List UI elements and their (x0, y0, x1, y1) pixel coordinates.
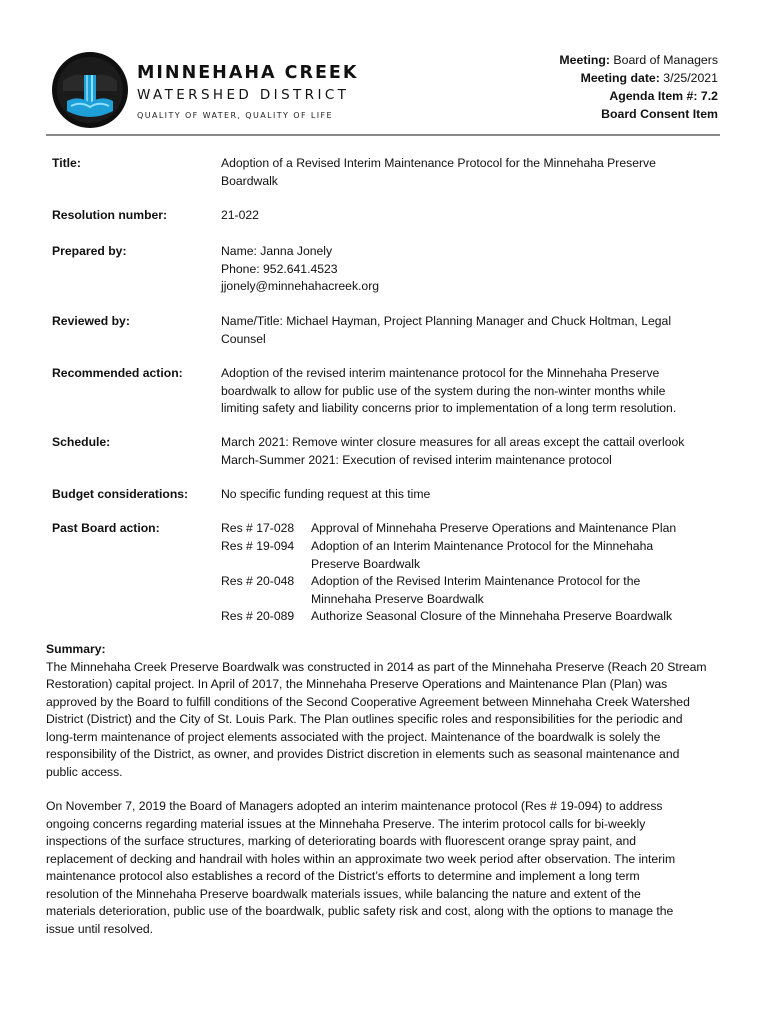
resolution-label: Resolution number: (52, 208, 168, 222)
meeting-label: Meeting: (559, 53, 610, 67)
consent-line (559, 105, 718, 123)
agenda-label: Agenda Item #: (609, 89, 698, 103)
resolution-description-line: Adoption of an Interim Maintenance Protocol for the Minnehaha (311, 539, 654, 553)
budget-value: No specific funding request at this time (221, 487, 431, 501)
summary-line: resolution of the Minnehaha Preserve boardwalk materials issues, while balancing the nature and extent of the (46, 886, 641, 901)
summary-line: long-term maintenance of project elements associated with the project. Maintenance of the boardwalk is solely the (46, 729, 661, 744)
resolution-description (311, 573, 711, 608)
resolution-value: 21-022 (221, 208, 259, 222)
prepared-value (221, 243, 721, 296)
resolution-code: Res # 17-028 (221, 521, 295, 535)
recommended-line: boardwalk to allow for public use of the system during the non-winter months while (221, 383, 666, 398)
header-divider (46, 134, 720, 136)
resolution-code: Res # 20-048 (221, 574, 295, 588)
meeting-value: Board of Managers (613, 53, 718, 67)
summary-line: issue until resolved. (46, 921, 154, 936)
org-district: WATERSHED DISTRICT (137, 87, 350, 103)
recommended-value (221, 365, 721, 418)
org-tagline: QUALITY OF WATER, QUALITY OF LIFE (137, 111, 333, 120)
schedule-value (221, 434, 721, 469)
recommended-line: limiting safety and liability concerns prior to implementation of a long term resolution. (221, 401, 677, 415)
summary-section (46, 641, 726, 781)
past-action-label: Past Board action: (52, 521, 160, 535)
prepared-label: Prepared by: (52, 244, 127, 258)
summary-line: approved by the Board to fulfill conditions of the Second Cooperative Agreement between Minnehaha Creek Watershed (46, 694, 690, 709)
meeting-info (559, 51, 718, 123)
meeting-date-label: Meeting date: (580, 71, 660, 85)
logo-text (137, 62, 358, 123)
agenda-value: 7.2 (700, 89, 718, 103)
meeting-date-line (559, 69, 718, 87)
summary-line: On November 7, 2019 the Board of Managers adopted an interim maintenance protocol (Res # 19-094) to address (46, 799, 663, 813)
summary-line: Restoration) capital project. In April of 2017, the Minnehaha Preserve Operations and Maintenance Plan (Plan) was (46, 677, 668, 691)
resolution-code: Res # 20-089 (221, 609, 295, 623)
schedule-line: March-Summer 2021: Execution of revised interim maintenance protocol (221, 452, 612, 467)
agenda-line (559, 87, 718, 105)
title-line: Boardwalk (221, 173, 278, 188)
title-value (221, 155, 721, 190)
prepared-phone: Phone: 952.641.4523 (221, 261, 338, 276)
summary-line: District (District) and the City of St. Louis Park. The Plan outlines specific roles and responsibilities for the periodic and (46, 712, 683, 726)
prepared-email: jjonely@minnehahacreek.org (221, 279, 380, 293)
summary-line: public access. (46, 764, 123, 779)
meeting-date-value: 3/25/2021 (663, 71, 718, 85)
waterfall-logo-icon (51, 51, 129, 129)
reviewed-line: Counsel (221, 331, 266, 346)
title-label: Title: (52, 156, 81, 170)
schedule-label: Schedule: (52, 435, 111, 449)
resolution-description-line: Authorize Seasonal Closure of the Minnehaha Preserve Boardwalk (311, 609, 673, 623)
summary-line: ongoing concerns regarding material issues at the Minnehaha Preserve. The interim protocol calls for bi-weekly (46, 816, 646, 831)
reviewed-value (221, 313, 721, 348)
meeting-line (559, 51, 718, 69)
resolution-description-line: Preserve Boardwalk (311, 556, 421, 571)
title-line: Adoption of a Revised Interim Maintenance Protocol for the Minnehaha Preserve (221, 156, 656, 170)
summary-line: maintenance protocol also establishes a record of the District’s efforts to determine and implement a long term (46, 869, 640, 883)
summary-paragraph-2 (46, 798, 726, 938)
prepared-name: Name: Janna Jonely (221, 244, 333, 258)
summary-line: The Minnehaha Creek Preserve Boardwalk was constructed in 2014 as part of the Minnehaha Preserve (Reach 20 Stream (46, 659, 707, 674)
recommended-label: Recommended action: (52, 366, 183, 380)
summary-line: inspections of the surface structures, marking of deteriorating boards with fluorescent orange spray paint, and (46, 834, 637, 848)
consent-label: Board Consent Item (601, 107, 718, 121)
reviewed-label: Reviewed by: (52, 314, 130, 328)
recommended-line: Adoption of the revised interim maintenance protocol for the Minnehaha Preserve (221, 366, 660, 380)
summary-paragraph-1 (46, 659, 726, 782)
budget-label: Budget considerations: (52, 487, 189, 501)
resolution-description (311, 608, 711, 626)
resolution-description (311, 520, 711, 538)
summary-line: materials deterioration, public use of the boardwalk, public safety risk and cost, along with the options to manage the (46, 904, 674, 918)
summary-line: responsibility of the District, as owner, and provides District discretion in elements such as seasonal maintenance and (46, 747, 680, 761)
resolution-description-line: Minnehaha Preserve Boardwalk (311, 591, 484, 606)
resolution-description (311, 538, 711, 573)
summary-line: replacement of decking and handrail with holes within an approximate two week period after observation. The interim (46, 851, 676, 866)
org-name: MINNEHAHA CREEK (137, 63, 359, 83)
resolution-description-line: Approval of Minnehaha Preserve Operations and Maintenance Plan (311, 521, 677, 535)
summary-title: Summary: (46, 642, 106, 656)
reviewed-line: Name/Title: Michael Hayman, Project Planning Manager and Chuck Holtman, Legal (221, 314, 672, 328)
district-logo (51, 51, 129, 129)
resolution-description-line: Adoption of the Revised Interim Maintenance Protocol for the (311, 574, 641, 588)
resolution-code: Res # 19-094 (221, 539, 295, 553)
schedule-line: March 2021: Remove winter closure measures for all areas except the cattail overlook (221, 435, 685, 449)
